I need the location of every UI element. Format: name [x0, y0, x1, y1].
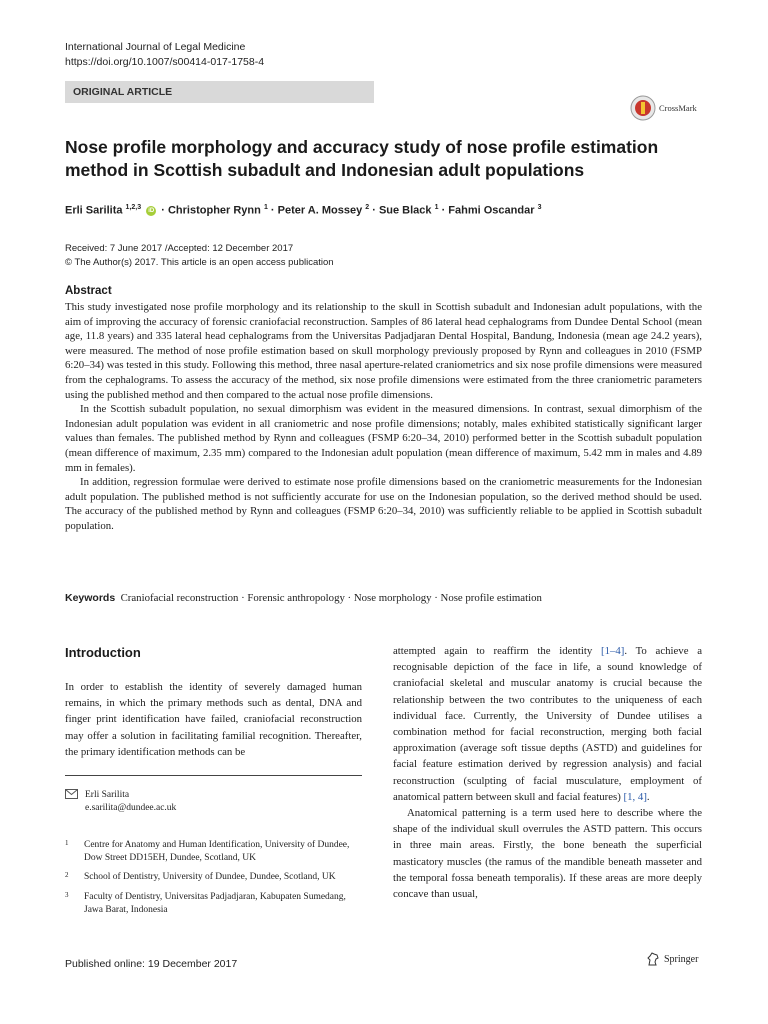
body-text: . To achieve a recognisable depiction of the face in life, a sound knowledge of craniofacial skeletal and muscular anatomy is crucial because the relationship between the two contributes to the uniqueness of each individual face. Currently, the University of Dundee utilises a combination method for facial reconstruction, merging both facial approximation (average soft tissue depths (ASTD) and guidelines for facial feature estimation derived by regression analysis) and facial reconstruction (sculpting of facial musculature, employment of anatomical pattern between skull and facial features) [393, 645, 702, 803]
author-affiliation: 1 [434, 204, 439, 211]
footnote-divider [65, 775, 362, 776]
body-text: attempted again to reaffirm the identity [393, 645, 601, 657]
body-text: . [646, 790, 650, 803]
affiliation-text: School of Dentistry, University of Dundee, Dundee, Scotland, UK [84, 872, 336, 882]
keywords-heading: Keywords [65, 592, 116, 604]
citation-link[interactable]: [1–4] [600, 645, 625, 657]
envelope-icon [65, 789, 78, 799]
crossmark-icon [630, 95, 656, 121]
affiliation-text: Centre for Anatomy and Human Identification, University of Dundee, Dow Street DD15EH, Dundee, Scotland, UK [84, 840, 350, 863]
affiliation-number: 1 [65, 839, 69, 847]
abstract-paragraph: In addition, regression formulae were derived to estimate nose profile dimensions based on the craniometric measurements for the Indonesian adult population. The published method is not sufficiently accurate for use on the Indonesian population, so the derived method should be used. The accuracy of the published method by Rynn and colleagues (FSMP 6:20–34, 2010) was sufficiently reliable to be applied in Scottish subadult population. [65, 476, 702, 532]
keywords [65, 592, 542, 604]
springer-horse-icon [646, 952, 660, 966]
correspondence-email[interactable]: e.sarilita@dundee.ac.uk [85, 802, 177, 813]
abstract-paragraph: This study investigated nose profile morphology and its relationship to the skull in Scottish subadult and Indonesian adult populations, with the aim of improving the accuracy of forensic craniofacial reconstruction. Samples of 86 lateral head cephalograms from Dundee Dental School (mean age, 11.8 years) and 335 lateral head cephalograms from the Universitas Padjadjaran Dental Hospital, Bandung, Indonesia (mean age 24.2 years), were measured. The method of nose profile estimation based on skull morphology previously proposed by Rynn and colleagues in 2010 (FSMP 6:20–34) was tested in this study. Following this method, three nasal aperture-related craniometrics and six nose profile dimensions were measured from the cephalograms. To assess the accuracy of the method, six nose profile dimensions were estimated from the three craniometric parameters using the published method and then compared to the actual nose profile dimensions. [65, 301, 702, 401]
correspondence-name: Erli Sarilita [85, 790, 130, 800]
journal-header [65, 40, 264, 70]
author-name[interactable]: Christopher Rynn [167, 204, 261, 217]
author-affiliation: 1,2,3 [125, 204, 142, 211]
springer-label: Springer [664, 953, 699, 965]
body-paragraph [393, 643, 702, 805]
citation-link[interactable]: [1, 4] [623, 790, 647, 803]
affiliation-item [65, 871, 365, 884]
keywords-list: Craniofacial reconstruction · Forensic anthropology · Nose morphology · Nose profile estimation [120, 592, 542, 604]
affiliation-number: 2 [65, 871, 69, 879]
article-type-banner: ORIGINAL ARTICLE [65, 81, 374, 103]
author-affiliation: 2 [365, 204, 370, 211]
author-list: Erli Sarilita $^{1,2,3}$ iD · Christopher Rynn $^1$ · Peter A. Mossey $^2$ · Sue Black $^1$ · Fahmi Oscandar $^3$ [65, 204, 542, 217]
author-name[interactable]: Sue Black [378, 204, 432, 217]
journal-name: International Journal of Legal Medicine [65, 41, 246, 53]
introduction-right-column [393, 643, 702, 902]
introduction-heading: Introduction [65, 645, 141, 660]
article-title: Nose profile morphology and accuracy study of nose profile estimation method in Scottish subadult and Indonesian adult populations [65, 137, 659, 180]
orcid-icon[interactable]: iD [148, 207, 155, 214]
body-paragraph: Anatomical patterning is a term used here to describe where the shape of the individual skull overrules the ASTD pattern. This occurs in three main areas. Firstly, the bone beneath the superficial masticatory muscles (the ramus of the mandible beneath masseter and the temporal fossa beneath temporalis). If these areas are more deeply concave than usual, [393, 807, 702, 901]
abstract-body [65, 300, 702, 534]
received-accepted-dates: Received: 7 June 2017 /Accepted: 12 December 2017 [65, 243, 294, 254]
affiliation-text: Faculty of Dentistry, Universitas Padjadjaran, Kabupaten Sumedang, Jawa Barat, Indonesia [84, 892, 346, 915]
published-date: Published online: 19 December 2017 [65, 958, 238, 970]
author-name[interactable]: Fahmi Oscandar [448, 204, 535, 217]
introduction-left-column: In order to establish the identity of severely damaged human remains, in which the primary methods such as dental, DNA and finger print identification have failed, craniofacial reconstruction may offer a solution in facilitating familial recognition. Thereafter, the primary identification methods can be [65, 681, 362, 758]
copyright-notice: © The Author(s) 2017. This article is an open access publication [65, 257, 334, 268]
springer-logo [646, 952, 698, 966]
crossmark-label: CrossMark [659, 103, 697, 113]
author-affiliation: 3 [537, 204, 542, 211]
author-affiliation: 1 [263, 204, 268, 211]
author-name[interactable]: Erli Sarilita [65, 204, 123, 217]
crossmark-badge[interactable] [630, 94, 697, 122]
abstract-paragraph: In the Scottish subadult population, no sexual dimorphism was evident in the measured dimensions. In contrast, sexual dimorphism of the Indonesian adult population was evident in all craniometric and nose profile dimensions; notably, males exhibited statistically significant larger values than females. The published method by Rynn and colleagues (FSMP 6:20–34, 2010) performed better in the Scottish subadult population (mean difference of maximum, 2.35 mm) compared to the Indonesian adult population (mean difference of maximum, 5.42 mm in males and 4.89 mm in females). [65, 403, 702, 474]
abstract-heading: Abstract [65, 285, 112, 297]
doi-link[interactable]: https://doi.org/10.1007/s00414-017-1758-4 [65, 56, 265, 68]
author-name[interactable]: Peter A. Mossey [277, 204, 363, 217]
affiliation-item [65, 891, 365, 916]
article-dates [65, 242, 334, 270]
affiliation-item [65, 839, 365, 864]
affiliation-number: 3 [65, 891, 69, 899]
